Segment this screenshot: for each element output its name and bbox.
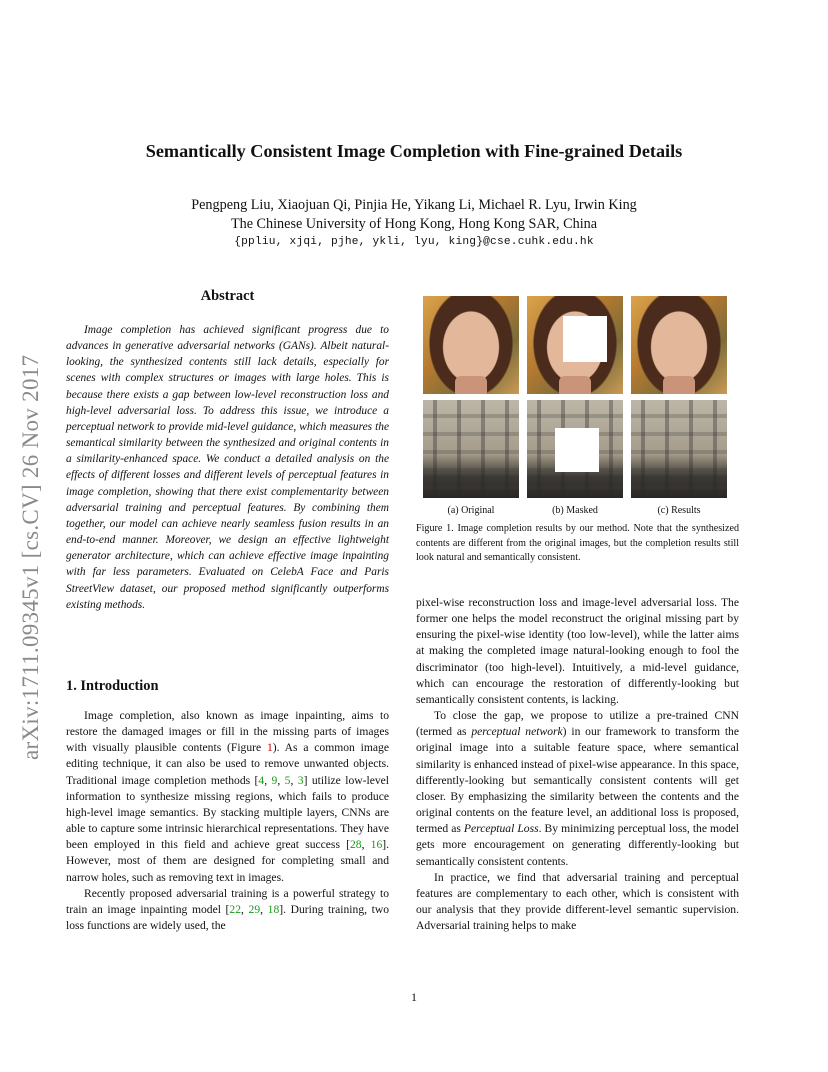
figure-caption: Figure 1. Image completion results by our method. Note that the synthesized contents are different from the original images, but the completion results still look natural and semantically consistent. [416,523,739,564]
citation-link[interactable]: 16 [370,838,383,852]
citation-link[interactable]: 28 [349,838,362,852]
mask-region [555,428,599,472]
street-result-image [631,400,727,498]
citation-link[interactable]: 9 [271,773,278,787]
face-masked-image [527,296,623,394]
citation-link[interactable]: 3 [297,773,304,787]
author-list: Pengpeng Liu, Xiaojuan Qi, Pinjia He, Yikang Li, Michael R. Lyu, Irwin King [191,197,637,213]
sublabel-original: (a) Original [447,505,495,516]
intro-paragraph-2: Recently proposed adversarial training is a powerful strategy to train an image inpainting model [22, 29, 18]. During training, two loss functions are widely used, the [66,886,390,933]
sublabel-results: (c) Results [657,505,701,516]
street-masked-image [527,400,623,498]
body-paragraph: To close the gap, we propose to utilize a pre-trained CNN (termed as perceptual network) in our framework to transform the original image into a suitable feature space, where semantical similarity is enhanced instead of pixel-wise appearance. In this space, differently-looking but semantically consistent contents will get closer. By emphasizing the similarity between the contents and the original contents on the feature level, an additional loss is proposed, termed as Perceptual Loss. By minimizing perceptual loss, the model gets more encouragement on generating differently-looking but semantically consistent contents. [416,709,739,868]
citation-link[interactable]: 5 [284,773,291,787]
intro-text [66,708,389,934]
section-heading-introduction: 1. Introduction [66,678,159,694]
body-paragraph: In practice, we find that adversarial training and perceptual features are complementary to each other, which is consistent with our analysis that they provide different-level semantic supervision. Adversarial training helps to make [416,870,739,933]
citation-link[interactable]: 18 [267,902,280,916]
citation-link[interactable]: 29 [248,902,261,916]
affiliation: The Chinese University of Hong Kong, Hong Kong SAR, China [230,216,598,232]
sublabel-masked: (b) Masked [552,505,598,516]
page-number: 1 [411,990,417,1004]
street-original-image [423,400,519,498]
author-block [0,196,828,234]
abstract-text: Image completion has achieved significant progress due to advances in generative adversarial networks (GANs). Albeit natural-looking, the synthesized contents still lack details, especially for scenes with complex structures or images with large holes. This is because there exists a gap between low-level reconstruction loss and high-level adversarial loss. To address this issue, we introduce a perceptual network to provide mid-level guidance, which measures the semantical similarity between the synthesized and original contents in a similarity-enhanced space. We conduct a detailed analysis on the effects of different losses and different levels of perceptual features in image completion, showing that there exist complementarity between adversarial training and perceptual features. By combining them together, our model can achieve nearly seamless fusion results in an end-to-end manner. Moreover, we design an effective lightweight generator architecture, which can achieve effective image inpainting with far less parameters. Evaluated on CelebA Face and Paris StreetView dataset, our proposed method significantly outperforms existing methods. [66,324,389,611]
right-column-text [416,595,739,934]
citation-link[interactable]: 22 [229,902,242,916]
abstract-heading: Abstract [200,288,255,304]
author-email: {ppliu, xjqi, pjhe, ykli, lyu, king}@cse.cuhk.edu.hk [234,236,594,248]
body-paragraph: pixel-wise reconstruction loss and image-level adversarial loss. The former one helps the model reconstruct the original missing part by ensuring the pixel-wise identity (too low-level), while the latter aims at making the completed image natural-looking enough to fool the discriminator (too high-level). Intuitively, a mid-level guidance, which can encourage the restoration of differently-looking but semantically consistent contents, is lacking. [416,596,739,706]
face-original-image [423,296,519,394]
arxiv-stamp: arXiv:1711.09345v1 [cs.CV] 26 Nov 2017 [18,354,43,760]
mask-region [563,316,607,362]
figure-1 [423,296,760,498]
figure-ref-link[interactable]: 1 [266,741,273,755]
citation-link[interactable]: 4 [258,773,265,787]
intro-paragraph-1: Image completion, also known as image inpainting, aims to restore the damaged images or fill in the missing parts of images with visually plausible contents (Figure 1). As a common image editing technique, it can also be used to remove unwanted objects. Traditional image completion methods [4, 9, 5, 3] utilize low-level information to synthesize missing regions, which fails to produce high-level image semantics. By stacking multiple layers, CNNs are able to capture some intrinsic hierarchical representations. They have been employed in this field and achieve great success [28, 16]. However, most of them are designed for completing small and narrow holes, such as removing text in images. [66,709,390,884]
paper-title: Semantically Consistent Image Completion with Fine-grained Details [145,141,683,161]
face-result-image [631,296,727,394]
